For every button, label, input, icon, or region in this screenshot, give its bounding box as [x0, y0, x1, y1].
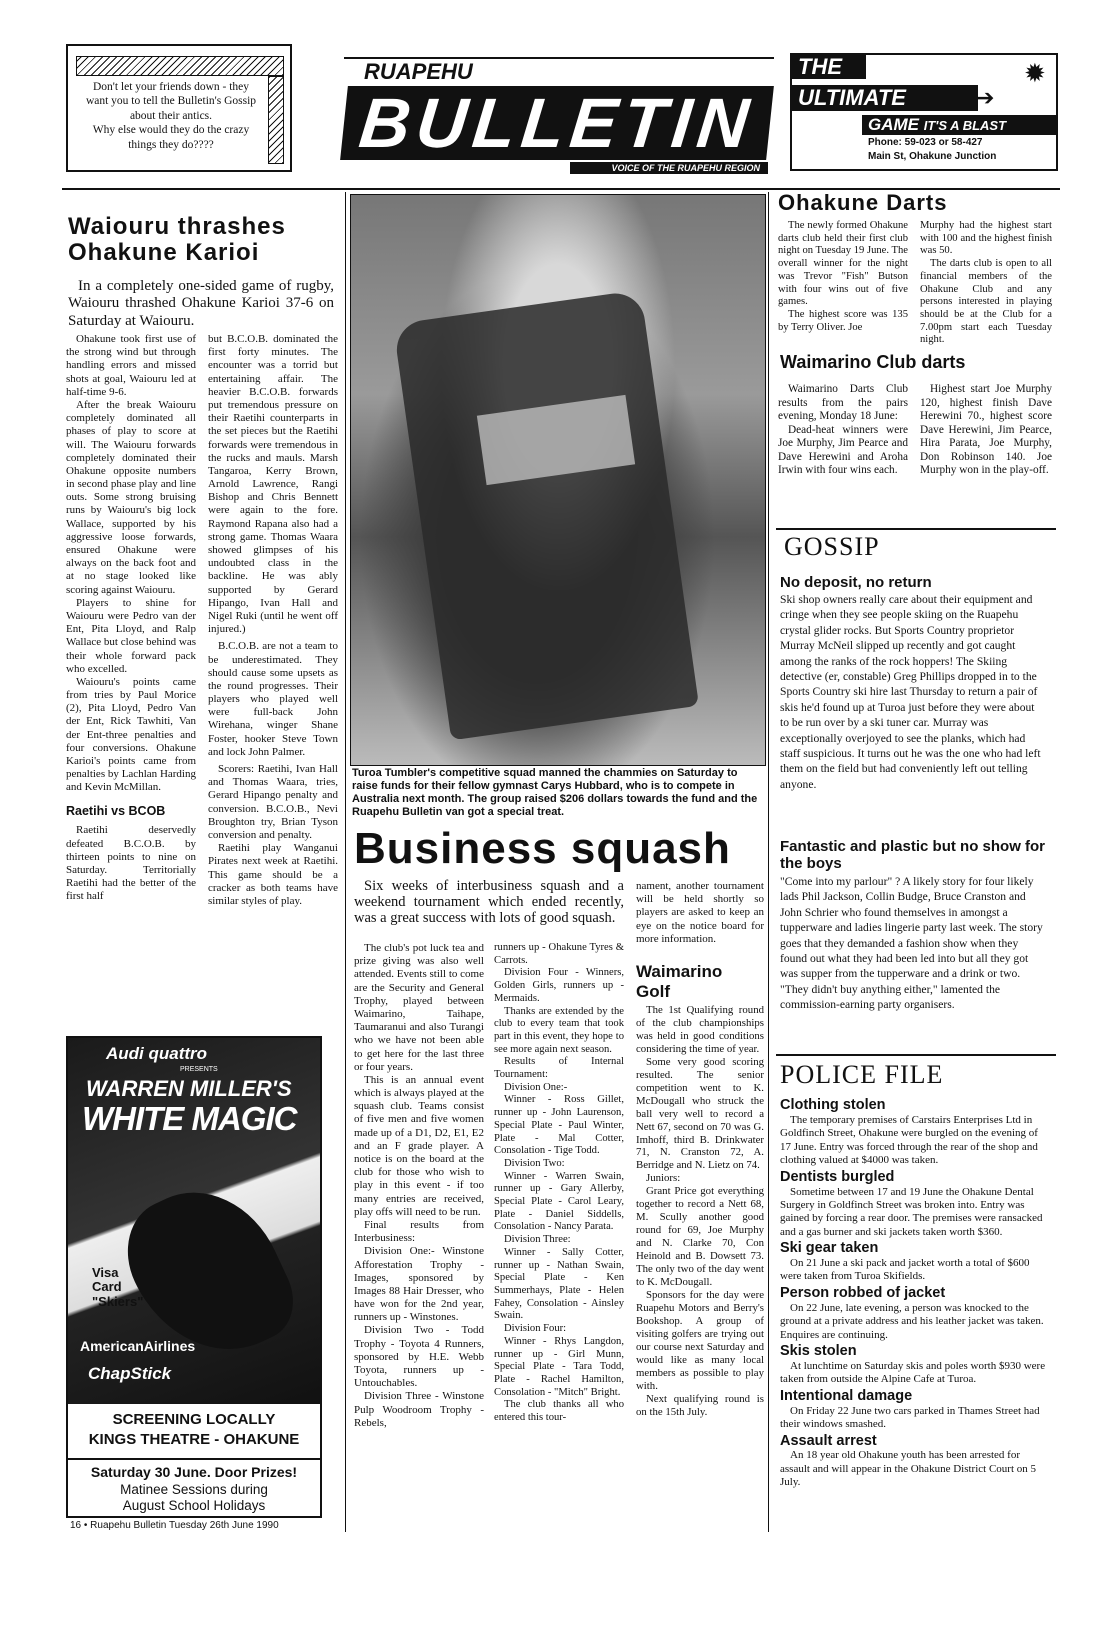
gossip-story1-head: No deposit, no return: [780, 574, 932, 591]
arrow-icon: ➔: [976, 85, 995, 110]
white-magic-ad: [66, 1036, 322, 1518]
photo-caption: Turoa Tumbler's competitive squad manned the chammies on Saturday to raise funds for their fellow gymnast Carys Hubbard, who is to compete in Australia next month. The group raised $206 dollars towards the fund and the Ruapehu Bulletin van got a special treat.: [352, 767, 758, 818]
police-item-body: On 22 June, late evening, a person was knocked to the ground at a private address and his leather jacket was taken. Enquires are continuing.: [780, 1301, 1044, 1341]
waimarino-darts-headline: Waimarino Club darts: [780, 352, 966, 372]
teaser-text: Don't let your friends down - they want you to tell the Bulletin's Gossip about their antics. Why else would they do the crazy things they do????: [85, 81, 257, 151]
ultimate-game-ad: [790, 53, 1058, 171]
police-item-head: Assault arrest: [780, 1432, 877, 1449]
ad-brand: Audi quattro: [106, 1044, 208, 1063]
police-title: POLICE FILE: [780, 1060, 944, 1089]
darts-col1: The newly formed Ohakune darts club held their first club night on Tuesday 19 June. The overall winner for the night was Trevor "Fish" Butson with four wins out of five games. The highest score was 135 by Terry Oliver. Joe: [778, 220, 908, 333]
police-item-body: The temporary premises of Carstairs Enterprises Ltd in Goldfinch Street, Ohakune were burgled on the evening of 17 June. Entry was forced through the rear of the shop and clothing valued at $4000 was taken.: [780, 1113, 1038, 1167]
ult-game: GAME IT'S A BLAST: [862, 115, 1056, 135]
raetihi-subhead: Raetihi vs BCOB: [66, 803, 166, 818]
squash-lede: Six weeks of interbusiness squash and a weekend tournament which ended recently, was a great success with lots of good squash.: [354, 878, 624, 927]
waimarino-darts-col1: Waimarino Darts Club results from the pairs evening, Monday 18 June: Dead-heat winners were Joe Murphy, Jim Pearce and Dave Herewini and Aroha Irwin with four wins each.: [778, 383, 908, 477]
squash-col1: The club's pot luck tea and prize giving was also well attended. Events still to come are the Security and General Trophy, played between Waimarino, Taihape, Taumaranui and also Turangi who we have not been able to get here for the last three or four years. This is an annual event which is always played at the squash club. Teams consist of five men and five women made up of a D1, D2, E1, E2 and an F grade player. A notice is on the board at the club for those who wish to play in this event - if too many entries are received, play offs will need to be run. Final results from Interbusiness: Division One:- Winstone Afforestation Trophy - Images, sponsored by Images 88 Hair Dresser, who have won for the 2nd year, runners up - Winstones. Division Two - Todd Trophy - Toyota 4 Runners, sponsored by H.E. Webb Toyota, runners up - Untouchables. Division Three - Winstone Pulp Woodroom Trophy - Rebels,: [354, 942, 484, 1429]
ad-line2: WHITE MAGIC: [82, 1100, 297, 1137]
center-right-rule: [768, 192, 769, 1532]
ad-visa: Visa Card "Skiers": [92, 1265, 144, 1309]
gossip-story1: Ski shop owners really care about their equipment and cringe when they see people skiing on the Ruapehu crystal glider rocks. But Sports Country proprietor Murray McNeil slipped up recently and got caught among the ranks of the rock hoppers! The Skiing detective (er, constable) Greg Phillips dropped in to the Sports Country ski hire last Thursday to return a pair of skis he'd found up at Turoa just before they were about to be run over by a ski tuner car. Murray was exceptionally overjoyed to see the planks, which had staff suspicious. It turns out he was the one who had left them on the field but had conveniently left out telling anyone.: [780, 593, 1041, 791]
police-item-body: Sometime between 17 and 19 June the Ohakune Dental Surgery in Goldfinch Street was broken into. Entry was gained by forcing a rear door. The premises were ransacked and a gas burner and ski jackets taken worth $360.: [780, 1185, 1043, 1238]
waimarino-darts-col2: Highest start Joe Murphy 120, highest finish Dave Herewini 70., highest score Dave Herewini, Jim Pearce, Hira Parata, Joe Murphy, Don Robinson 140. Joe Murphy won in the play-off.: [920, 383, 1052, 477]
gossip-story2: "Come into my parlour" ? A likely story for four likely lads Phil Jackson, Collin Budge, Bruce Cranston and John Schrier who found themselves in amongst a tupperware and ladies lingerie party last week. The story goes that they demanded a fashion show when they found out what they had been led into but all they got was supper from the tupperware and a drink or two. "They didn't buy anything either," lamented the commission-earning party organisers.: [780, 875, 1043, 1012]
waiouru-col2: but B.C.O.B. dominated the first forty minutes. The encounter was a torrid but entertaining affair. The heavier B.C.O.B. forwards put tremendous pressure on their Raetihi counterparts in the set pieces but the Raetihi forwards were tremendous in the rucks and mauls. Marsh Tangaroa, Kerry Brown, Arnold Lawrence, Rangi Bishop and Chris Bennett were again to the fore. Raymond Rapana also had a strong game. Thomas Waara showed glimpses of his undoubted class in the backline. He was ably supported by Gerard Hipango, Ivan Hall and Nigel Ruki (until he went off injured.) B.C.O.B. are not a team to be underestimated. They should cause some upsets as the round progresses. Their players who played well were full-back John Wirehana, winger Shane Foster, hooker Steve Town and lock John Palmer. Scorers: Raetihi, Ivan Hall and Thomas Waara, tries, Gerard Hipango penalty and conversion. B.C.O.B., Nevi Broughton try, Brian Tyson conversion and penalty. Raetihi play Wanganui Pirates next week at Raetihi. This game should be a cracker as both teams have similar styles of play.: [208, 333, 338, 907]
ult-the: THE: [792, 55, 866, 79]
ult-address: Main St, Ohakune Junction: [868, 151, 997, 162]
gossip-title: GOSSIP: [784, 532, 880, 561]
ad-chapstick: ChapStick: [88, 1364, 172, 1383]
squash-col3: nament, another tournament will be held shortly so players are asked to keep an eye on the notice board for more information.: [636, 880, 764, 945]
ult-phone: Phone: 59-023 or 58-427: [868, 137, 983, 148]
waiouru-col1: Ohakune took first use of the strong wind but through handling errors and missed shots at goal, Waiouru led at half-time 9-6. After the break Waiouru completely dominated all phases of play to score at will. The Waiouru forwards completely dominated their Ohakune opposite numbers in second phase play and line outs. Some strong bruising runs by Waiouru's big lock Wallace, supported by his aggressive loose forwards, ensured Ohakune were always on the back foot and at no stage looked like scoring against Waiouru. Players to shine for Waiouru were Pedro van der Ent, Pita Lloyd, and Ralp Wallace but close behind was their whole forward pack who excelled. Waiouru's points came from tries by Paul Morice (2), Pita Lloyd, Pedro Van der Ent, Rick Tawhiti, Van der Ent-three penalties and four conversions. Ohakune Karioi's points came from penalties by Lachlan Harding and Kevin McMillan. Raetihi vs BCOB Raetihi deservedly defeated B.C.O.B. by thirteen points to nine on Saturday. Territorially Raetihi had the better of the first half: [66, 333, 196, 903]
explosion-icon: ✹: [1024, 59, 1046, 88]
ad-airline: AmericanAirlines: [80, 1338, 196, 1354]
golf-body: The 1st Qualifying round of the club championships was held in good conditions considering the time of year. Some very good scoring resulted. The senior competition went to K. McDougall who struck the ball very well to record a Nett 67, second on 70 was G. Imhoff, third B. Drinkwater 71, N. Cranston 72, A. Berridge and N. Lietz on 74. Juniors: Grant Price got everything together to record a Nett 68, M. Scully another good round for 69, Joe Murphy and N. Clarke 70, Con Heinold and B. Dowsett 73. The only two of the day went to K. McDougall. Sponsors for the day were Ruapehu Motors and Berry's Bookshop. A group of visiting golfers are trying out our course next Saturday and would like as many local members as possible to play with. Next qualifying round is on the 15th July.: [636, 1004, 764, 1418]
ad-screening: SCREENING LOCALLY KINGS THEATRE - OHAKUNE: [88, 1411, 300, 1448]
masthead-tagline: VOICE OF THE RUAPEHU REGION: [570, 162, 768, 174]
carwash-photo: [350, 194, 766, 766]
masthead-bulletin: BULLETIN: [340, 86, 774, 160]
squash-headline: Business squash: [354, 824, 731, 873]
police-item-body: On Friday 22 June two cars parked in Thames Street had their windows smashed.: [780, 1404, 1040, 1431]
ad-divider: [68, 1458, 320, 1460]
police-item-head: Clothing stolen: [780, 1097, 886, 1113]
police-item-head: Person robbed of jacket: [780, 1284, 946, 1301]
waiouru-lede: In a completely one-sided game of rugby, Waiouru thrashed Ohakune Karioi 37-6 on Saturday at Waiouru.: [68, 278, 334, 329]
van-shape: [393, 290, 699, 741]
police-item-head: Ski gear taken: [780, 1240, 879, 1257]
police-item-head: Skis stolen: [780, 1343, 857, 1360]
page-footer: 16 • Ruapehu Bulletin Tuesday 26th June 1990: [70, 1520, 279, 1531]
teaser-hatch-side: [268, 76, 284, 164]
police-item-body: At lunchtime on Saturday skis and poles worth $930 were taken from outside the Alpine Cafe at Turoa.: [780, 1359, 1046, 1386]
police-items: [780, 1098, 1048, 1490]
ad-matinee: Matinee Sessions during August School Holidays: [120, 1482, 268, 1514]
golf-headline: Waimarino Golf: [636, 962, 723, 1001]
police-item-body: On 21 June a ski pack and jacket worth a total of $600 were taken from Turoa Skifields.: [780, 1257, 1030, 1283]
police-top-rule: [776, 1054, 1056, 1056]
police-item-head: Dentists burgled: [780, 1168, 895, 1185]
darts-headline: Ohakune Darts: [778, 190, 948, 215]
ad-presents: PRESENTS: [180, 1066, 218, 1073]
waiouru-headline: Waiouru thrashes Ohakune Karioi: [68, 213, 286, 267]
squash-col2: runners up - Ohakune Tyres & Carrots. Division Four - Winners, Golden Girls, runners up - Mermaids. Thanks are extended by the club to every team that took part in this event, they hope to see more again next season. Results of Internal Tournament: Division One:- Winner - Ross Gillet, runner up - John Laurenson, Special Plate - Paul Winter, Plate - Mal Cotter, Consolation - Tige Todd. Division Two: Winner - Warren Swain, runner up - Gary Allerby, Special Plate - Carol Leary, Plate - Daniel Siddells, Consolation - Nancy Parata. Division Three: Winner - Sally Cotter, runner up - Nathan Swain, Special Plate - Ken Summerhays, Plate - Helen Fahey, Consolation - Ainsley Swain. Division Four: Winner - Rhys Langdon, runner up - Girl Munn, Special Plate - Tara Todd, Plate - Rachel Hamilton, Consolation - "Mitch" Bright. The club thanks all who entered this tour-: [494, 942, 624, 1424]
ad-date: Saturday 30 June. Door Prizes!: [90, 1464, 298, 1480]
gossip-teaser-box: [66, 44, 292, 172]
ad-line1: WARREN MILLER'S: [86, 1076, 292, 1101]
gossip-story2-head: Fantastic and plastic but no show for the boys: [780, 838, 1046, 873]
teaser-hatch-top: [76, 56, 284, 76]
police-item-head: Intentional damage: [780, 1387, 913, 1404]
darts-col2: Murphy had the highest start with 100 and the highest finish was 50. The darts club is open to all financial members of the Ohakune Club and any persons interested in playing should be at the Club for a 7.00pm start each Tuesday night.: [920, 220, 1052, 346]
police-item-body: An 18 year old Ohakune youth has been arrested for assault and will appear in the Ohakune District Court on 5 July.: [780, 1449, 1036, 1489]
gossip-top-rule: [776, 528, 1056, 530]
masthead-ruapehu: RUAPEHU: [364, 59, 473, 84]
center-left-rule: [345, 192, 346, 1532]
ult-ultimate: ULTIMATE: [792, 85, 978, 111]
